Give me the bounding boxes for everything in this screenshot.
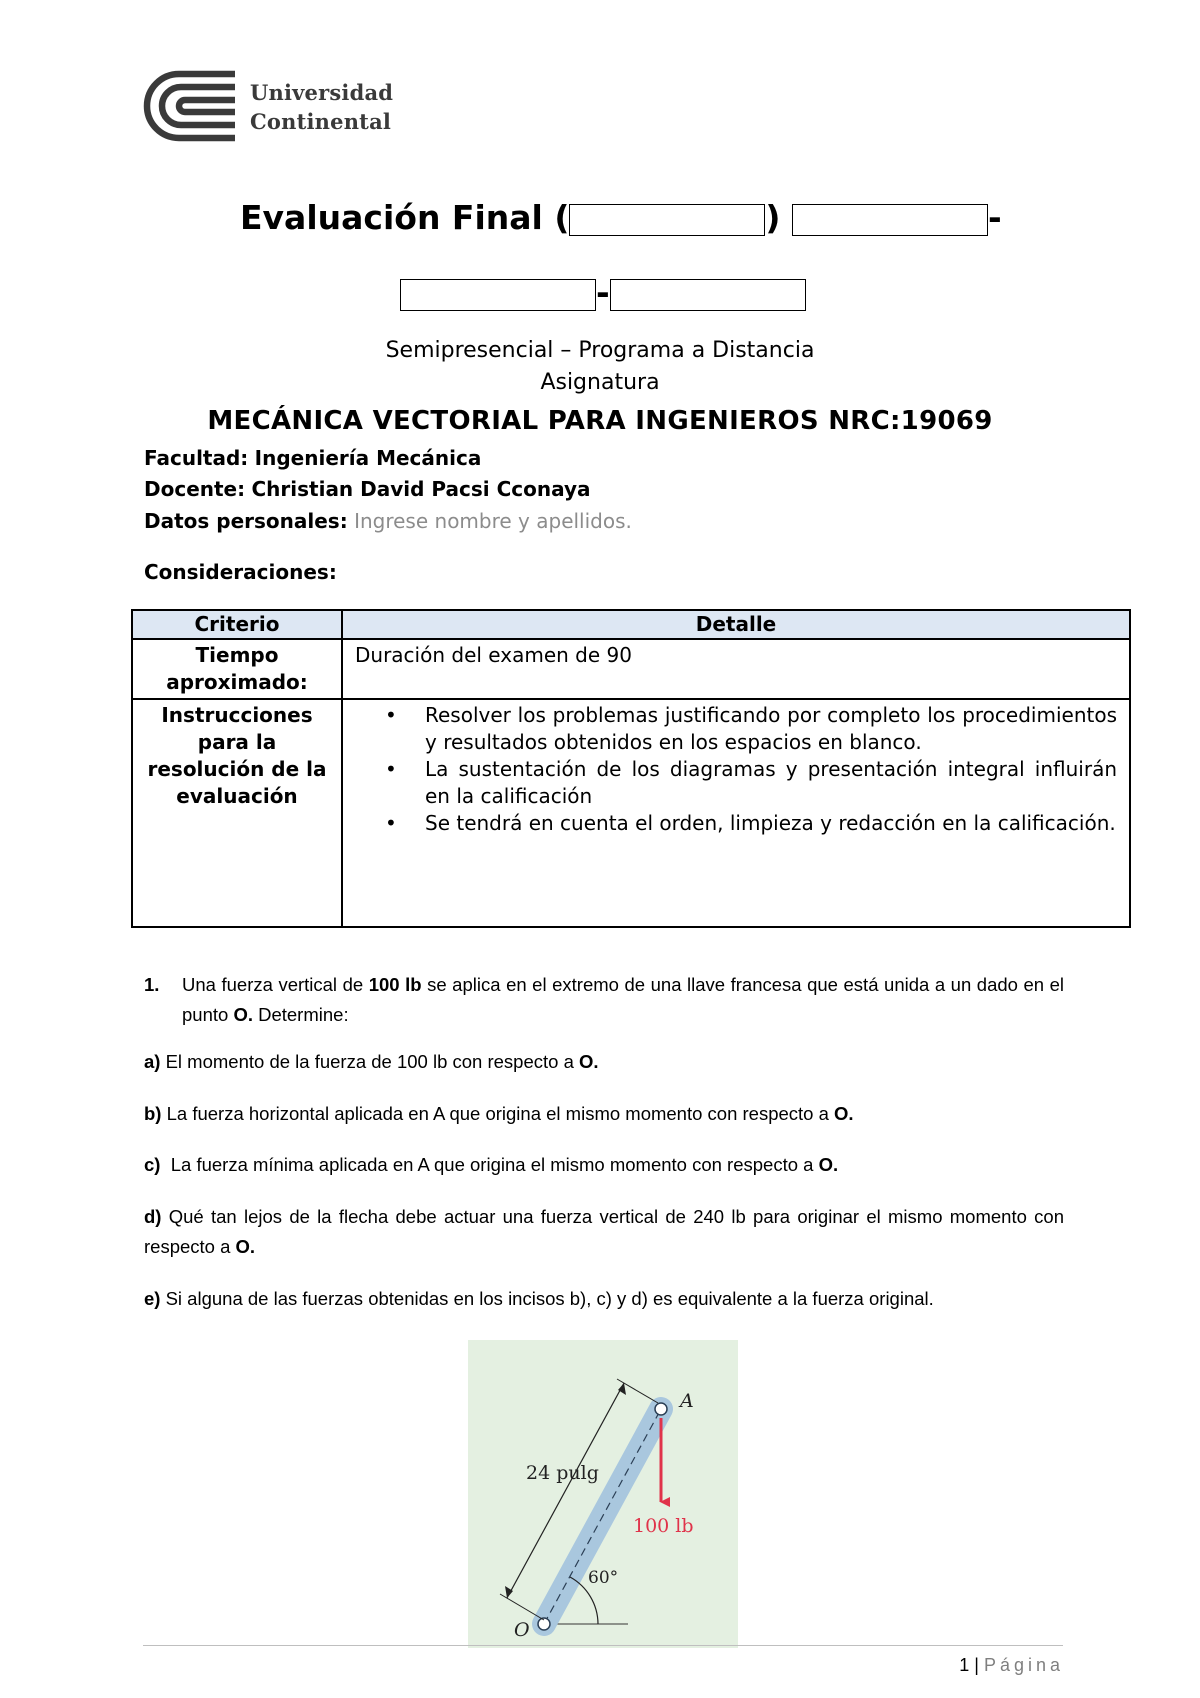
table-row	[132, 639, 1130, 699]
page-title	[240, 196, 1002, 240]
subquestion-e	[144, 1284, 1064, 1314]
course-title: MECÁNICA VECTORIAL PARA INGENIEROS NRC:19069	[207, 406, 993, 436]
header-criterio: Criterio	[132, 610, 342, 639]
asignatura-label: Asignatura	[540, 370, 660, 395]
point-a-label: A	[680, 1390, 694, 1412]
detail-time: Duración del examen de 90	[342, 639, 1130, 699]
intro-part: Determine:	[252, 1004, 349, 1025]
item-end: O.	[834, 1103, 854, 1124]
dimension-arrow	[618, 1383, 626, 1395]
list-item: • Resolver los problemas justificando por completo los procedimientos y resultados obtenidos en los espacios en blanco.	[425, 702, 1117, 756]
question-number: 1.	[144, 974, 160, 995]
question-intro	[182, 970, 1064, 1030]
angle-label: 60°	[588, 1568, 619, 1588]
criteria-table	[131, 609, 1131, 928]
instructions-list	[355, 702, 1117, 837]
title-blank-3[interactable]	[400, 279, 596, 311]
extension-line	[500, 1594, 544, 1620]
subquestion-c	[144, 1150, 1064, 1180]
intro-part: se aplica en el extremo de una llave francesa que está unida a un dado en el punto	[182, 974, 1064, 1025]
item-text: El momento de la fuerza de 100 lb con respecto a	[160, 1051, 580, 1072]
item-text: Qué tan lejos de la flecha debe actuar una fuerza vertical de 240 lb para originar el mismo momento con respecto a	[144, 1206, 1064, 1257]
personal-data-line	[144, 506, 632, 536]
title-second-line	[400, 273, 806, 313]
item-end: O.	[235, 1236, 256, 1257]
logo-line2: Continental	[250, 109, 392, 134]
item-text: Si alguna de las fuerzas obtenidas en los incisos b), c) y d) es equivalente a la fuerza original.	[160, 1288, 934, 1309]
title-dash-1: -	[988, 198, 1002, 237]
length-label: 24 pulg	[526, 1462, 599, 1484]
page-footer	[800, 1652, 1064, 1678]
considerations-label: Consideraciones:	[144, 560, 337, 584]
continental-c-icon	[143, 70, 243, 142]
item-letter: d)	[144, 1206, 162, 1227]
item-letter: b)	[144, 1103, 162, 1124]
personal-name-field[interactable]: Ingrese nombre y apellidos.	[354, 509, 632, 533]
intro-part: Una fuerza vertical de	[182, 974, 369, 995]
intro-force: 100 lb	[368, 974, 422, 995]
title-dash-2: -	[596, 273, 610, 312]
subquestion-d	[144, 1202, 1064, 1262]
header-detalle: Detalle	[342, 610, 1130, 639]
point-o-label: O	[514, 1619, 530, 1641]
item-letter: c)	[144, 1154, 161, 1175]
faculty-line	[144, 443, 481, 473]
teacher-line	[144, 474, 591, 504]
criterion-time: Tiempo aproximado:	[132, 639, 342, 699]
question-1	[144, 970, 1064, 1030]
teacher-value: Christian David Pacsi Cconaya	[251, 477, 591, 501]
subquestion-b	[144, 1099, 1064, 1129]
intro-point: O.	[233, 1004, 253, 1025]
title-blank-1[interactable]	[569, 204, 765, 236]
footer-divider	[143, 1645, 1063, 1646]
wrench-diagram	[468, 1340, 738, 1648]
dimension-arrow	[505, 1586, 513, 1598]
item-letter: a)	[144, 1051, 161, 1072]
considerations-heading	[144, 557, 337, 587]
force-label: 100 lb	[633, 1515, 694, 1537]
footer-separator: |	[974, 1655, 979, 1675]
item-text: La fuerza mínima aplicada en A que origina el mismo momento con respecto a	[160, 1154, 819, 1175]
logo-line1: Universidad	[250, 80, 394, 105]
page-number: 1	[959, 1655, 970, 1675]
title-close-paren: )	[765, 198, 781, 237]
title-blank-4[interactable]	[610, 279, 806, 311]
table-row	[132, 699, 1130, 927]
item-end: O.	[818, 1154, 839, 1175]
university-logo	[143, 70, 403, 142]
list-item: • Se tendrá en cuenta el orden, limpieza y redacción en la calificación.	[425, 810, 1117, 837]
page-word: Página	[983, 1655, 1064, 1675]
item-end: O.	[579, 1051, 599, 1072]
item-letter: e)	[144, 1288, 161, 1309]
item-text: La fuerza horizontal aplicada en A que origina el mismo momento con respecto a	[161, 1103, 835, 1124]
point-a-marker	[655, 1403, 667, 1415]
faculty-value: Ingeniería Mecánica	[254, 446, 482, 470]
title-main: Evaluación Final (	[240, 198, 570, 237]
title-blank-2[interactable]	[792, 204, 988, 236]
personal-label: Datos personales:	[144, 509, 348, 533]
subquestion-a	[144, 1047, 1064, 1077]
wrench-figure	[468, 1340, 738, 1648]
list-item: • La sustentación de los diagramas y presentación integral influirán en la calificación	[425, 756, 1117, 810]
subtitle: Semipresencial – Programa a Distancia	[385, 338, 815, 363]
detail-instructions	[342, 699, 1130, 927]
faculty-label: Facultad:	[144, 446, 249, 470]
criterion-instructions: Instrucciones para la resolución de la evaluación	[132, 699, 342, 927]
teacher-label: Docente:	[144, 477, 246, 501]
